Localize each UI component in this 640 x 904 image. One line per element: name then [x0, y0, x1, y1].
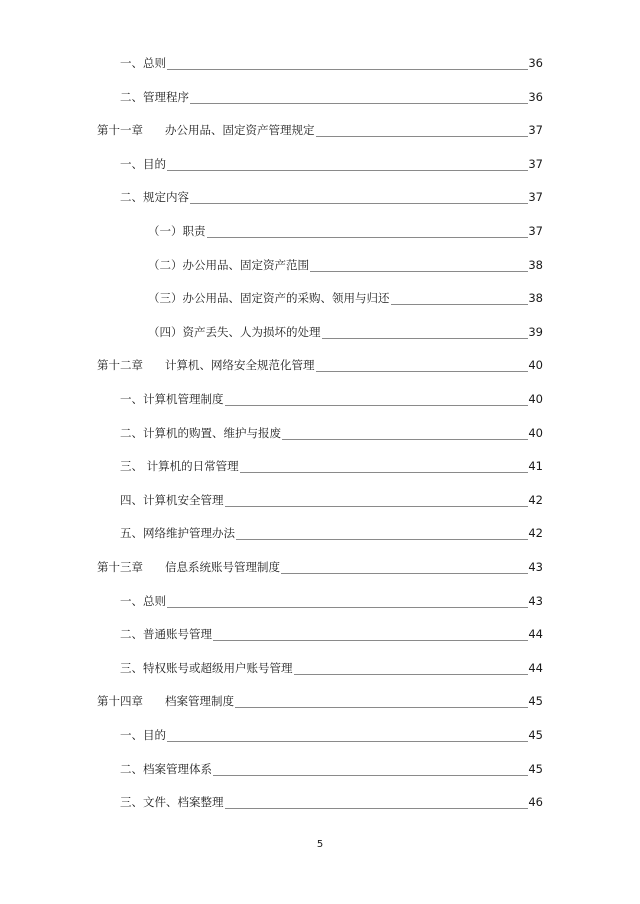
toc-title: 计算机、网络安全规范化管理 — [165, 358, 315, 373]
toc-page-number: 45 — [528, 728, 543, 742]
toc-title: （三）办公用品、固定资产的采购、领用与归还 — [148, 291, 390, 306]
toc-page-number: 40 — [528, 425, 543, 440]
toc-entry[interactable] — [0, 290, 640, 310]
toc-chapter-number: 第十三章 — [97, 560, 143, 574]
toc-entry[interactable] — [0, 693, 640, 713]
toc-entry[interactable] — [0, 458, 640, 478]
toc-chapter-number: 第十二章 — [97, 358, 143, 373]
toc-title: （二）办公用品、固定资产范围 — [148, 257, 309, 272]
toc-entry[interactable] — [0, 727, 640, 747]
toc-entry[interactable] — [0, 492, 640, 512]
toc-title: 信息系统账号管理制度 — [165, 560, 280, 574]
toc-page-number: 38 — [528, 291, 543, 306]
toc-entry[interactable] — [0, 794, 640, 814]
toc-title: 三、特权账号或超级用户账号管理 — [120, 660, 293, 675]
toc-page-number: 36 — [528, 89, 543, 104]
toc-page-number: 40 — [528, 358, 543, 373]
toc-title: 四、计算机安全管理 — [120, 492, 224, 507]
toc-entry[interactable] — [0, 89, 640, 109]
toc-page-number: 37 — [528, 123, 543, 138]
toc-title: 一、目的 — [120, 156, 166, 171]
toc-title: （一）职责 — [148, 224, 206, 238]
toc-title: （四）资产丢失、人为损坏的处理 — [148, 324, 321, 339]
toc-entry[interactable] — [0, 391, 640, 411]
page-number: 5 — [316, 839, 324, 850]
toc-chapter-number: 第十四章 — [97, 694, 143, 709]
toc-page-number: 42 — [528, 492, 543, 507]
toc-entry[interactable] — [0, 257, 640, 277]
toc-title: 二、档案管理体系 — [120, 761, 212, 776]
toc-entry[interactable] — [0, 626, 640, 646]
toc-page-number: 42 — [528, 526, 543, 541]
toc-entry[interactable] — [0, 660, 640, 680]
toc-title: 二、普通账号管理 — [120, 627, 212, 642]
toc-entry[interactable] — [0, 357, 640, 377]
toc-page-number: 41 — [528, 459, 543, 474]
toc-title: 二、管理程序 — [120, 89, 189, 104]
toc-title: 一、总则 — [120, 593, 166, 608]
toc-leader-line — [120, 170, 528, 171]
toc-leader-line — [120, 607, 528, 608]
toc-entry[interactable] — [0, 122, 640, 142]
toc-page-number: 38 — [528, 257, 543, 272]
toc-title: 档案管理制度 — [165, 694, 234, 709]
toc-chapter-number: 第十一章 — [97, 123, 143, 138]
toc-entry[interactable] — [0, 425, 640, 445]
toc-page-number: 43 — [528, 593, 543, 608]
toc-title: 三、文件、档案整理 — [120, 795, 224, 810]
toc-title: 二、规定内容 — [120, 190, 189, 205]
toc-entry[interactable] — [0, 189, 640, 209]
toc-title: 一、计算机管理制度 — [120, 392, 224, 406]
toc-entry[interactable] — [0, 559, 640, 579]
toc-entry[interactable] — [0, 55, 640, 75]
toc-leader-line — [120, 741, 528, 742]
toc-entry[interactable] — [0, 223, 640, 243]
toc-page-number: 45 — [528, 761, 543, 776]
toc-title: 二、计算机的购置、维护与报废 — [120, 425, 281, 440]
toc-entry[interactable] — [0, 324, 640, 344]
toc-entry[interactable] — [0, 156, 640, 176]
toc-page-number: 37 — [528, 190, 543, 205]
toc-entry[interactable] — [0, 525, 640, 545]
toc-page-number: 39 — [528, 324, 543, 339]
toc-title: 三、 计算机的日常管理 — [120, 459, 239, 474]
toc-page-number: 44 — [528, 660, 543, 675]
toc-leader-line — [120, 69, 528, 70]
toc-entry[interactable] — [0, 761, 640, 781]
toc-page-number: 46 — [528, 795, 543, 810]
toc-page-number: 36 — [528, 56, 543, 70]
toc-title: 一、总则 — [120, 56, 166, 70]
toc-title: 一、目的 — [120, 728, 166, 742]
toc-page-number: 40 — [528, 392, 543, 406]
toc-entry[interactable] — [0, 593, 640, 613]
toc-title: 办公用品、固定资产管理规定 — [165, 123, 315, 138]
toc-page-number: 43 — [528, 560, 543, 574]
toc-page-number: 37 — [528, 156, 543, 171]
toc-page-number: 45 — [528, 694, 543, 709]
toc-page-number: 37 — [528, 224, 543, 238]
toc-page-number: 44 — [528, 627, 543, 642]
toc-title: 五、网络维护管理办法 — [120, 526, 235, 541]
